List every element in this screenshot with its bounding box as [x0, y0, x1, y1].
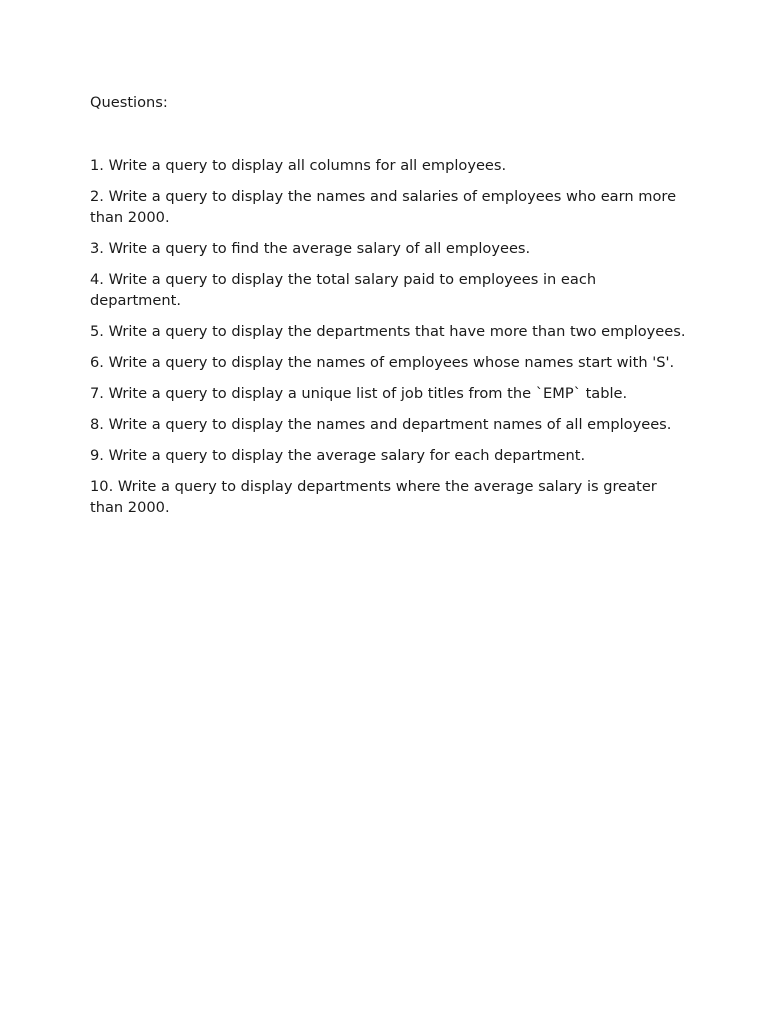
question-10: 10. Write a query to display departments where the average salary is greater than 2000.	[90, 478, 657, 516]
question-list	[90, 155, 690, 518]
question-5: 5. Write a query to display the departments that have more than two employees.	[90, 323, 686, 340]
question-9: 9. Write a query to display the average salary for each department.	[90, 447, 586, 464]
questions-heading: Questions:	[90, 94, 168, 111]
question-4: 4. Write a query to display the total salary paid to employees in each department.	[90, 271, 597, 309]
question-2: 2. Write a query to display the names and salaries of employees who earn more than 2000.	[90, 188, 677, 226]
question-3: 3. Write a query to find the average salary of all employees.	[90, 240, 531, 257]
question-1: 1. Write a query to display all columns for all employees.	[90, 157, 507, 174]
question-7: 7. Write a query to display a unique list of job titles from the `EMP` table.	[90, 385, 628, 402]
document-page	[90, 92, 690, 528]
question-6: 6. Write a query to display the names of employees whose names start with 'S'.	[90, 354, 675, 371]
question-8: 8. Write a query to display the names and department names of all employees.	[90, 416, 672, 433]
